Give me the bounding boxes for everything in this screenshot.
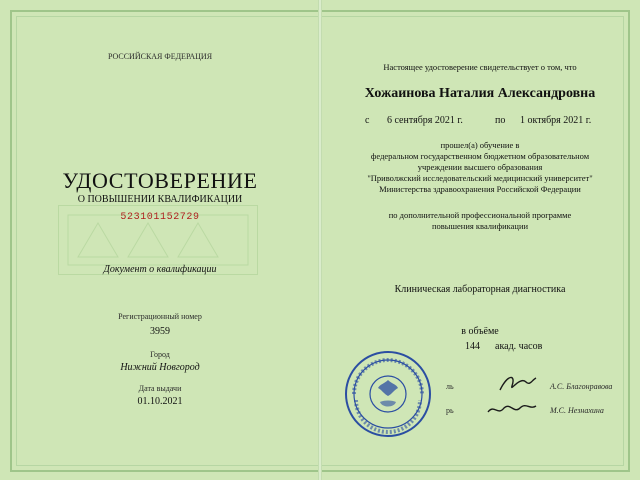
period-row bbox=[365, 115, 625, 129]
study-text bbox=[320, 140, 640, 195]
city-label: Город bbox=[150, 350, 170, 359]
signature-role-1: ль bbox=[446, 382, 454, 391]
hours-row bbox=[465, 341, 625, 355]
doc-subtitle: О ПОВЫШЕНИИ КВАЛИФИКАЦИИ bbox=[77, 194, 243, 205]
city-value: Нижний Новгород bbox=[120, 362, 200, 373]
program-line: повышения квалификации bbox=[431, 221, 529, 231]
program-line: по дополнительной профессиональной программе bbox=[388, 210, 572, 220]
hours-value: 144 bbox=[465, 341, 480, 352]
issue-date-value: 01.10.2021 bbox=[137, 396, 183, 407]
to-label: по bbox=[495, 115, 506, 126]
study-line: учреждении высшего образования bbox=[417, 162, 543, 172]
study-line: "Приволжский исследовательский медицинский университет" bbox=[367, 173, 593, 183]
reg-number-label: Регистрационный номер bbox=[118, 312, 202, 321]
hours-unit: акад. часов bbox=[495, 341, 543, 352]
signature-name-2: М.С. Незнахина bbox=[550, 406, 604, 415]
study-line: Министерства здравоохранения Российской Федерации bbox=[379, 184, 581, 194]
certifies-text: Настоящее удостоверение свидетельствует о том, что bbox=[383, 62, 577, 72]
doc-title: УДОСТОВЕРЕНИЕ bbox=[62, 168, 258, 193]
from-label: с bbox=[365, 115, 370, 126]
doc-number: 523101152729 bbox=[120, 212, 200, 223]
reg-number-value: 3959 bbox=[150, 326, 170, 337]
seal-stamp-icon bbox=[344, 350, 432, 438]
from-date: 6 сентября 2021 г. bbox=[387, 115, 463, 126]
signature-role-2: рь bbox=[446, 406, 454, 415]
study-line: прошел(а) обучение в bbox=[440, 140, 520, 150]
doc-type: Документ о квалификации bbox=[103, 264, 217, 275]
signature-row-2 bbox=[446, 404, 616, 420]
program-name: Клиническая лабораторная диагностика bbox=[394, 284, 566, 295]
full-name: Хожаинова Наталия Александровна bbox=[364, 86, 596, 101]
signature-name-1: А.С. Благонравова bbox=[550, 382, 613, 391]
to-date: 1 октября 2021 г. bbox=[520, 115, 592, 126]
volume-label: в объёме bbox=[461, 326, 499, 337]
study-line: федеральном государственном бюджетном образовательном bbox=[370, 151, 590, 161]
issue-date-label: Дата выдачи bbox=[138, 384, 182, 393]
signature-row-1 bbox=[446, 380, 616, 396]
signature-icon bbox=[486, 398, 538, 420]
program-text bbox=[320, 210, 640, 232]
signature-icon bbox=[498, 372, 538, 396]
country-label: РОССИЙСКАЯ ФЕДЕРАЦИЯ bbox=[107, 52, 213, 61]
